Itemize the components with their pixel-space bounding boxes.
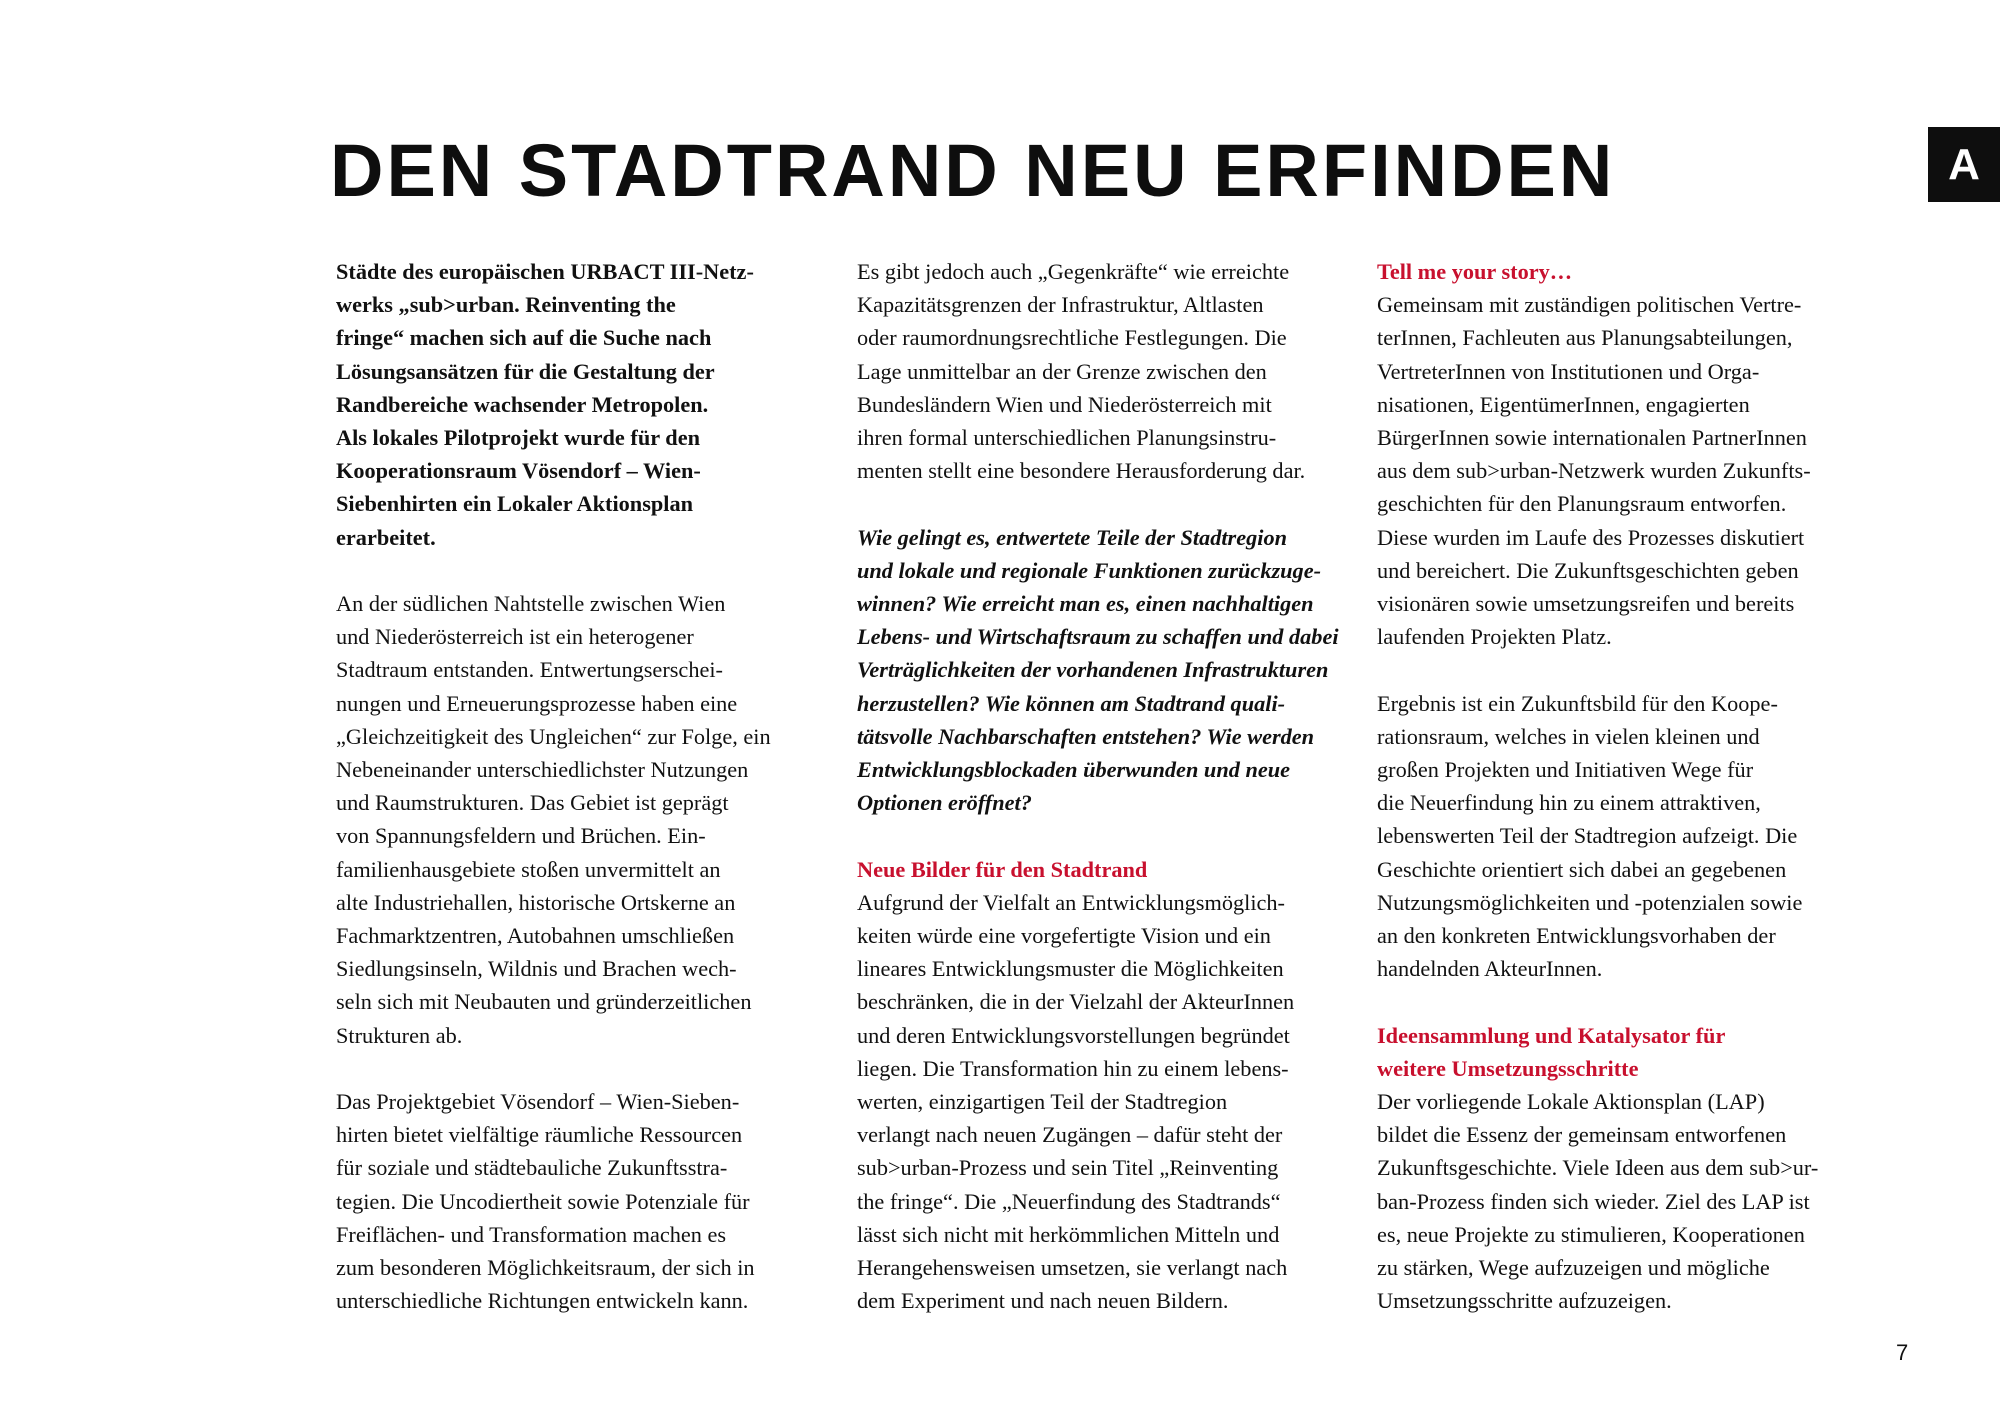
text-line: Siebenhirten ein Lokaler Aktionsplan <box>336 491 694 517</box>
text-line: und deren Entwicklungsvorstellungen begründet <box>857 1022 1290 1048</box>
text-line: laufenden Projekten Platz. <box>1377 624 1612 650</box>
text-line: die Neuerfindung hin zu einem attraktiven, <box>1377 790 1761 816</box>
text-line: werks „sub>urban. Reinventing the <box>336 292 676 318</box>
text-line: und lokale und regionale Funktionen zurückzuge- <box>857 557 1322 583</box>
text-line: Städte des europäischen URBACT III-Netz- <box>336 259 754 284</box>
section-heading: Neue Bilder für den Stadtrand <box>857 856 1148 882</box>
text-line: lebenswerten Teil der Stadtregion aufzeigt. Die <box>1377 823 1798 849</box>
text-line: Randbereiche wachsender Metropolen. <box>336 391 709 417</box>
section-heading: Tell me your story… <box>1377 259 1573 284</box>
page-number: 7 <box>1896 1340 1909 1365</box>
text-line: menten stellt eine besondere Herausforderung dar. <box>857 458 1306 484</box>
text-line: Optionen eröffnet? <box>857 790 1032 816</box>
text-line: Lage unmittelbar an der Grenze zwischen den <box>857 358 1267 384</box>
text-line: für soziale und städtebauliche Zukunftsstra- <box>336 1155 728 1181</box>
text-line: tegien. Die Uncodiertheit sowie Potenziale für <box>336 1188 750 1214</box>
text-line: Lösungsansätzen für die Gestaltung der <box>336 358 715 384</box>
text-line: aus dem sub>urban-Netzwerk wurden Zukunfts- <box>1377 458 1811 484</box>
text-line: von Spannungsfeldern und Brüchen. Ein- <box>336 823 706 849</box>
body-paragraph <box>1377 1085 1867 1317</box>
text-line: handelnden AkteurInnen. <box>1377 956 1603 982</box>
text-line: Kapazitätsgrenzen der Infrastruktur, Altlasten <box>857 292 1264 318</box>
text-line: Bundesländern Wien und Niederösterreich mit <box>857 391 1272 417</box>
lead-paragraph <box>336 255 806 554</box>
text-line: lineares Entwicklungsmuster die Möglichkeiten <box>857 956 1284 982</box>
section-heading: Ideensammlung und Katalysator für <box>1377 1022 1726 1048</box>
text-line: Wie gelingt es, entwertete Teile der Stadtregion <box>857 524 1288 550</box>
text-line: zum besonderen Möglichkeitsraum, der sich in <box>336 1255 755 1281</box>
text-line: ban-Prozess finden sich wieder. Ziel des LAP ist <box>1377 1188 1810 1214</box>
text-line: an den konkreten Entwicklungsvorhaben der <box>1377 923 1776 949</box>
text-line: Strukturen ab. <box>336 1022 463 1048</box>
text-line: Zukunftsgeschichte. Viele Ideen aus dem sub>ur- <box>1377 1155 1819 1181</box>
text-line: Aufgrund der Vielfalt an Entwicklungsmöglich- <box>857 889 1285 915</box>
text-line: herzustellen? Wie können am Stadtrand quali- <box>857 690 1286 716</box>
text-line: alte Industriehallen, historische Ortskerne an <box>336 889 736 915</box>
text-line: familienhausgebiete stoßen unvermittelt an <box>336 856 721 882</box>
text-line: Stadtraum entstanden. Entwertungserschei- <box>336 657 723 683</box>
text-line: tätsvolle Nachbarschaften entstehen? Wie werden <box>857 723 1315 749</box>
text-line: Fachmarktzentren, Autobahnen umschließen <box>336 923 735 949</box>
section-heading: weitere Umsetzungsschritte <box>1377 1055 1639 1081</box>
text-line: lässt sich nicht mit herkömmlichen Mitteln und <box>857 1221 1280 1247</box>
text-line: Der vorliegende Lokale Aktionsplan (LAP) <box>1377 1089 1765 1115</box>
text-line: Gemeinsam mit zuständigen politischen Vertre- <box>1377 292 1802 318</box>
body-paragraph <box>857 255 1347 487</box>
column-left <box>336 255 806 1317</box>
text-line: oder raumordnungsrechtliche Festlegungen. Die <box>857 325 1287 351</box>
body-paragraph <box>1377 687 1867 986</box>
text-line: bildet die Essenz der gemeinsam entworfenen <box>1377 1122 1787 1148</box>
body-paragraph <box>857 886 1347 1318</box>
text-line: Herangehensweisen umsetzen, sie verlangt nach <box>857 1255 1288 1281</box>
body-paragraph <box>336 587 806 1052</box>
text-line: Nebeneinander unterschiedlichster Nutzungen <box>336 757 749 783</box>
text-line: keiten würde eine vorgefertigte Vision und ein <box>857 923 1271 949</box>
text-line: dem Experiment und nach neuen Bildern. <box>857 1288 1229 1314</box>
text-line: Ergebnis ist ein Zukunftsbild für den Koope- <box>1377 690 1778 716</box>
text-line: sub>urban-Prozess und sein Titel „Reinventing <box>857 1155 1279 1181</box>
text-line: nisationen, EigentümerInnen, engagierten <box>1377 391 1750 417</box>
text-line: nungen und Erneuerungsprozesse haben eine <box>336 690 738 716</box>
text-line: und Raumstrukturen. Das Gebiet ist geprägt <box>336 790 729 816</box>
text-line: liegen. Die Transformation hin zu einem lebens- <box>857 1055 1289 1081</box>
text-line: Umsetzungsschritte aufzuzeigen. <box>1377 1288 1672 1314</box>
body-paragraph <box>1377 288 1867 653</box>
text-line: Entwicklungsblockaden überwunden und neue <box>857 757 1291 783</box>
text-line: Freiflächen- und Transformation machen es <box>336 1221 727 1247</box>
text-line: und Niederösterreich ist ein heterogener <box>336 624 694 650</box>
text-line: ihren formal unterschiedlichen Planungsinstru- <box>857 425 1277 451</box>
text-line: und bereichert. Die Zukunftsgeschichten geben <box>1377 557 1799 583</box>
page-title: DEN STADTRAND NEU ERFINDEN <box>330 129 1616 212</box>
column-middle <box>857 255 1347 1317</box>
text-line: the fringe“. Die „Neuerfindung des Stadtrands“ <box>857 1188 1281 1214</box>
text-line: zu stärken, Wege aufzuzeigen und mögliche <box>1377 1255 1770 1281</box>
text-line: Verträglichkeiten der vorhandenen Infrastrukturen <box>857 657 1329 683</box>
text-line: VertreterInnen von Institutionen und Orga- <box>1377 358 1760 384</box>
text-line: terInnen, Fachleuten aus Planungsabteilungen, <box>1377 325 1793 351</box>
text-line: Lebens- und Wirtschaftsraum zu schaffen und dabei <box>857 624 1339 650</box>
text-line: verlangt nach neuen Zugängen – dafür steht der <box>857 1122 1283 1148</box>
text-line: beschränken, die in der Vielzahl der AkteurInnen <box>857 989 1295 1015</box>
text-line: großen Projekten und Initiativen Wege für <box>1377 757 1754 783</box>
text-line: Als lokales Pilotprojekt wurde für den <box>336 425 700 451</box>
text-line: fringe“ machen sich auf die Suche nach <box>336 325 712 351</box>
text-line: seln sich mit Neubauten und gründerzeitlichen <box>336 989 752 1015</box>
column-right <box>1377 255 1867 1317</box>
text-line: An der südlichen Nahtstelle zwischen Wien <box>336 591 726 617</box>
text-line: BürgerInnen sowie internationalen PartnerInnen <box>1377 425 1807 451</box>
text-line: geschichten für den Planungsraum entworfen. <box>1377 491 1787 517</box>
text-line: Nutzungsmöglichkeiten und -potenzialen sowie <box>1377 889 1803 915</box>
text-line: es, neue Projekte zu stimulieren, Kooperationen <box>1377 1221 1805 1247</box>
text-line: winnen? Wie erreicht man es, einen nachhaltigen <box>857 591 1314 617</box>
text-line: Es gibt jedoch auch „Gegenkräfte“ wie erreichte <box>857 259 1290 284</box>
text-line: Kooperationsraum Vösendorf – Wien- <box>336 458 701 484</box>
body-paragraph <box>336 1085 806 1317</box>
text-line: unterschiedliche Richtungen entwickeln kann. <box>336 1288 749 1314</box>
text-line: werten, einzigartigen Teil der Stadtregion <box>857 1089 1228 1115</box>
text-line: hirten bietet vielfältige räumliche Ressourcen <box>336 1122 743 1148</box>
text-line: Geschichte orientiert sich dabei an gegebenen <box>1377 856 1787 882</box>
questions-paragraph <box>857 521 1347 820</box>
text-line: Diese wurden im Laufe des Prozesses diskutiert <box>1377 524 1805 550</box>
text-line: erarbeitet. <box>336 524 436 550</box>
text-line: „Gleichzeitigkeit des Ungleichen“ zur Folge, ein <box>336 723 771 749</box>
text-line: Siedlungsinseln, Wildnis und Brachen wech- <box>336 956 737 982</box>
text-line: rationsraum, welches in vielen kleinen und <box>1377 723 1760 749</box>
chapter-tab: A <box>1928 127 2000 202</box>
text-line: Das Projektgebiet Vösendorf – Wien-Sieben- <box>336 1089 740 1115</box>
text-line: visionären sowie umsetzungsreifen und bereits <box>1377 591 1795 617</box>
